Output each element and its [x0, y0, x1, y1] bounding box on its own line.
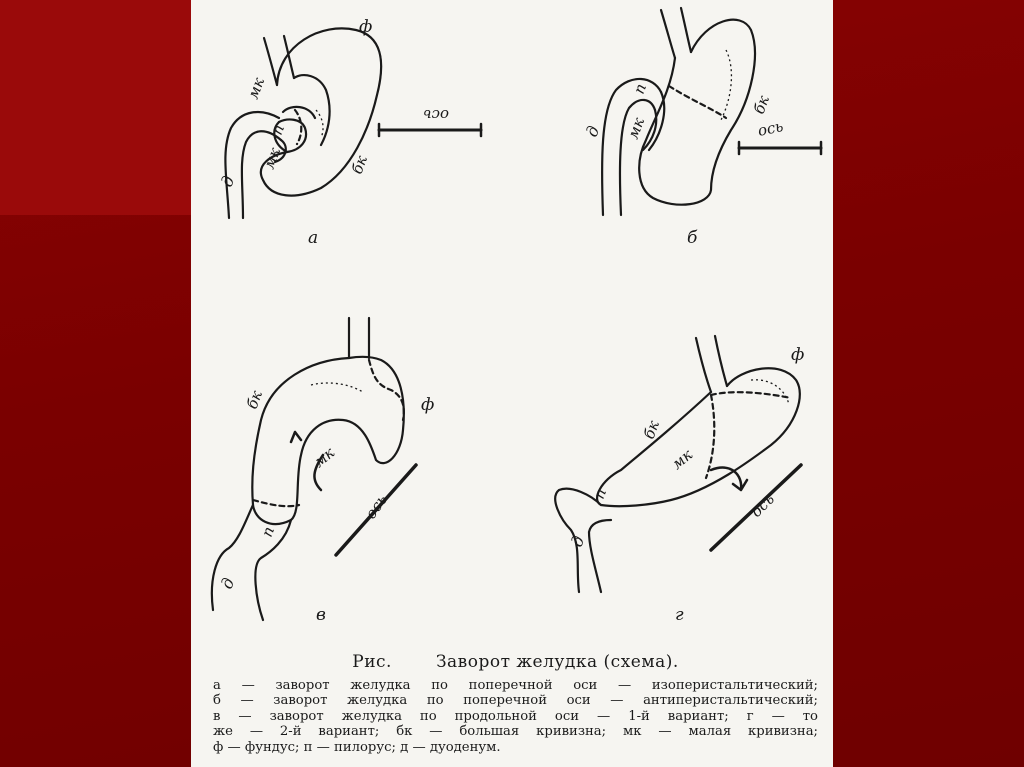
panel-g-label-f: ф	[791, 345, 805, 365]
caption-line-4: же — 2-й вариант; бк — большая кривизна; мк — малая кривизна;	[213, 724, 818, 740]
panel-v	[212, 318, 416, 620]
panel-g-esophagus	[696, 336, 727, 392]
caption-line-5: ф — фундус; п — пилорус; д — дуоденум.	[213, 739, 501, 755]
panel-v-esophagus	[349, 318, 369, 358]
panel-a-esophagus	[264, 36, 294, 85]
panel-a-label-mk2: мк	[259, 145, 285, 172]
caption-fig-label: Рис.	[352, 652, 392, 672]
panel-g-label-d: д	[566, 533, 589, 550]
panel-v-duodenum	[212, 505, 291, 620]
panel-g-stomach	[597, 368, 800, 506]
panel-v-label-mk: мк	[310, 443, 338, 472]
panel-v-label-d: д	[216, 575, 239, 592]
panel-b	[602, 8, 821, 215]
panel-a-label-d: д	[216, 173, 239, 190]
panel-b-letter: б	[687, 228, 698, 248]
caption-title-row	[213, 652, 818, 672]
caption-title: Заворот желудка (схема).	[435, 652, 679, 672]
panel-b-label-axis: ось	[756, 116, 785, 140]
panel-g-label-bk: бк	[639, 418, 663, 442]
panel-a-label-f: ф	[359, 17, 373, 37]
panel-v-label-axis: ось	[361, 490, 391, 523]
caption-line-2: б — заворот желудка по поперечной оси — антиперистальтический;	[213, 693, 818, 709]
panel-b-label-d: д	[581, 123, 604, 140]
panel-a-label-p: п	[267, 122, 289, 138]
panel-b-esophagus	[661, 8, 691, 58]
caption-line-3: в — заворот желудка по продольной оси — 1-й вариант; г — то	[213, 708, 818, 724]
panel-a-label-axis: ось	[423, 106, 449, 124]
panel-g-label-axis: ось	[747, 489, 778, 521]
panel-v-label-f: ф	[421, 395, 435, 415]
slide-accent-band	[0, 0, 200, 215]
stomach-volvulus-figure	[191, 0, 833, 640]
panel-b-label-p: п	[629, 81, 651, 97]
panel-g-letter: г	[675, 605, 684, 625]
panel-b-label-bk: бк	[749, 93, 773, 117]
panel-a-letter: а	[308, 228, 319, 248]
scanned-page	[191, 0, 833, 767]
panel-v-label-bk: бк	[242, 388, 266, 412]
panel-a-label-mk1: мк	[243, 75, 269, 102]
panel-a-dashed-line	[295, 110, 301, 144]
panel-v-dashed-line	[253, 360, 404, 506]
panel-v-label-p: п	[257, 524, 279, 540]
panel-b-dashed-line	[669, 86, 726, 118]
caption-line-1: а — заворот желудка по поперечной оси — изоперистальтический;	[213, 678, 818, 693]
panel-g-arrow	[711, 468, 747, 490]
panel-g-label-p: п	[589, 486, 611, 502]
panel-v-letter: в	[316, 605, 326, 625]
figure-caption	[213, 652, 818, 755]
panel-g-dashed-line	[706, 392, 791, 478]
panel-g-label-mk: мк	[668, 445, 696, 474]
panel-b-label-mk: мк	[623, 115, 649, 142]
panel-a-label-bk: бк	[347, 153, 371, 177]
